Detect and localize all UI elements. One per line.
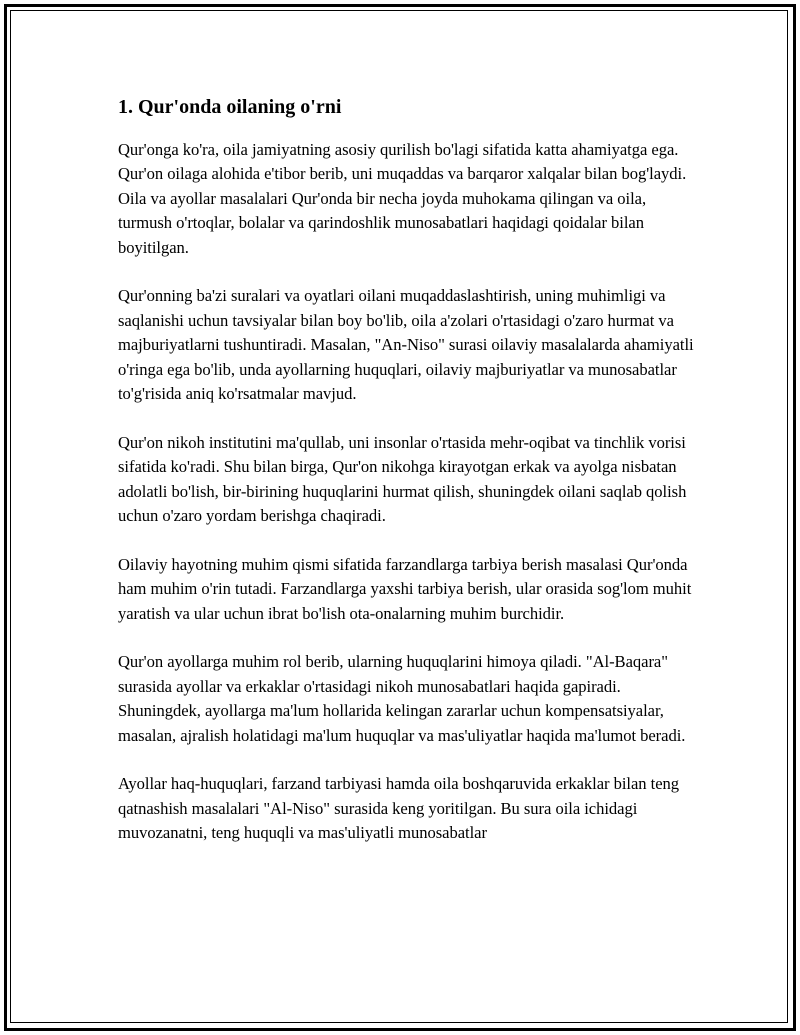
paragraph-1: Qur'onga ko'ra, oila jamiyatning asosiy qurilish bo'lagi sifatida katta ahamiyatga ega. Qur'on oilaga alohida e'tibor berib, uni muqaddas va barqaror xalqalar bilan bog'laydi. Oila va ayollar masalalari Qur'onda bir necha joyda muhokama qilingan va oila, turmush o'rtoqlar, bolalar va qarindoshlik munosabatlari haqidagi qoidalar bilan boyitilgan.: [118, 140, 687, 257]
paragraph-3: Qur'on nikoh institutini ma'qullab, uni insonlar o'rtasida mehr-oqibat va tinchlik vorisi sifatida ko'radi. Shu bilan birga, Qur'on nikohga kirayotgan erkak va ayolga nisbatan adolatli bo'lish, bir-birining huquqlarini hurmat qilish, shuningdek oilani saqlab qolish uchun o'zaro yordam berishga chaqiradi.: [118, 432, 687, 526]
section-heading: 1. Qur'onda oilaning o'rni: [118, 96, 342, 118]
paragraph-5: Qur'on ayollarga muhim rol berib, ularning huquqlarini himoya qiladi. "Al-Baqara" surasida ayollar va erkaklar o'rtasidagi nikoh munosabatlari haqida gapiradi. Shuningdek, ayollarga ma'lum hollarida kelingan zararlar uchun kompensatsiyalar, masalan, ajralish holatidagi ma'lum huquqlar va mas'uliyatlar haqida ma'lumot beradi.: [118, 652, 686, 745]
paragraph-2: Qur'onning ba'zi suralari va oyatlari oilani muqaddaslashtirish, uning muhimligi va saqlanishi uchun tavsiyalar bilan boy bo'lib, oila a'zolari o'rtasidagi o'zaro hurmat va majburiyatlarni tushuntiradi. Masalan, "An-Niso" surasi oilaviy masalalarda ahamiyatli o'ringa ega bo'lib, unda ayollarning huquqlari, oilaviy majburiyatlar va munosabatlar to'g'risida aniq ko'rsatmalar mavjud.: [118, 286, 694, 404]
paragraph-4: Oilaviy hayotning muhim qismi sifatida farzandlarga tarbiya berish masalasi Qur'onda ham muhim o'rin tutadi. Farzandlarga yaxshi tarbiya berish, ular orasida sog'lom muhit yaratish va ular uchun ibrat bo'lish ota-onalarning muhim burchidir.: [118, 554, 692, 623]
paragraph-6: Ayollar haq-huquqlari, farzand tarbiyasi hamda oila boshqaruvida erkaklar bilan teng qatnashish masalalari "Al-Niso" surasida keng yoritilgan. Bu sura oila ichidagi muvozanatni, teng huquqli va mas'uliyatli munosabatlar: [118, 774, 680, 843]
document-body: [118, 92, 698, 870]
